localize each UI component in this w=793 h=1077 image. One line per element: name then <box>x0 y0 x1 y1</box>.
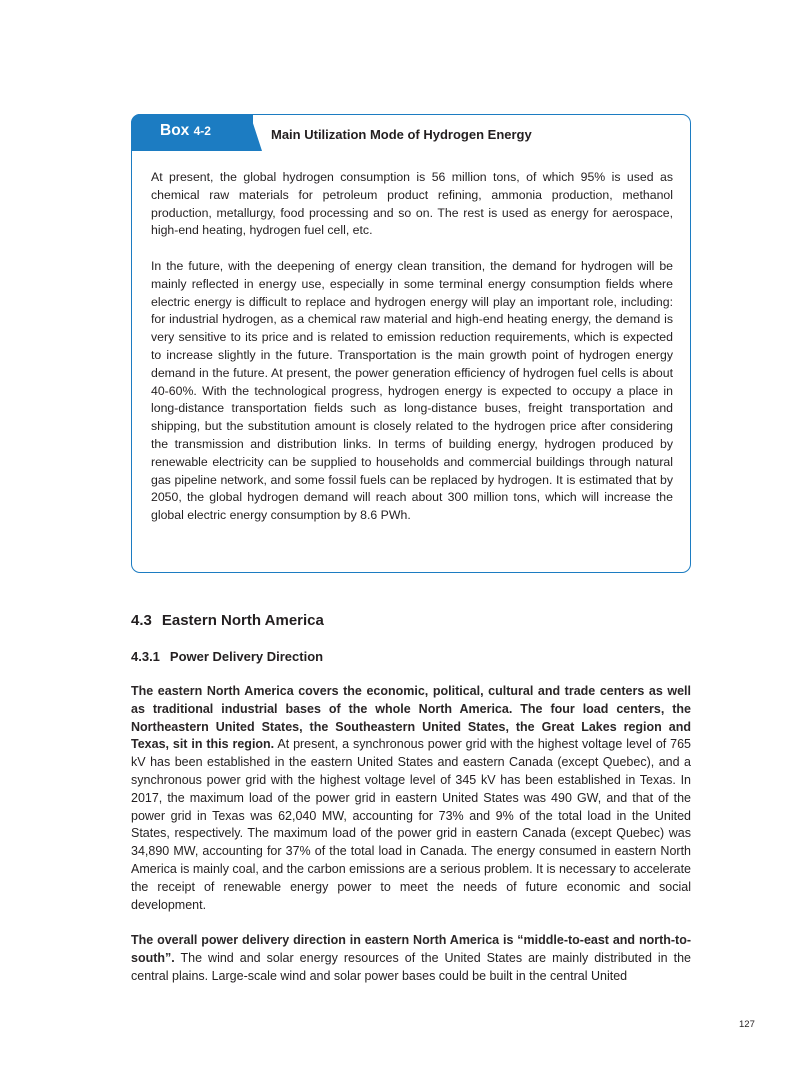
section-heading <box>131 612 324 629</box>
box-label-number: 4-2 <box>193 124 211 138</box>
page-number: 127 <box>739 1019 755 1030</box>
paragraph-lead: The eastern North America covers the economic, political, cultural and trade centers as well as traditional industrial bases of the whole North America. The four load centers, the Northeastern United States, the Southeastern United States, the Great Lakes region and Texas, sit in this region. <box>131 684 691 752</box>
section-number: 4.3 <box>131 612 152 629</box>
main-text <box>131 683 691 1003</box>
box-label-text: Box <box>160 122 194 139</box>
paragraph <box>131 932 691 985</box>
box-label <box>160 122 211 140</box>
box-paragraph: In the future, with the deepening of energy clean transition, the demand for hydrogen will be mainly reflected in energy use, especially in some terminal energy consumption fields where electric energy is difficult to replace and hydrogen energy will play an important role, including: for industrial hydrogen, as a chemical raw material and high-end heating energy, the demand is very sensitive to its price and is related to emission reduction requirements, which is expected to increase slightly in the future. Transportation is the main growth point of hydrogen energy demand in the future. At present, the power generation efficiency of hydrogen fuel cells is about 40-60%. With the technological progress, hydrogen energy is expected to occupy a place in long-distance transportation fields such as long-distance buses, freight transportation and shipping, but the substitution amount is closely related to the hydrogen price after considering the transmission and distribution links. In terms of building energy, hydrogen produced by renewable electricity can be supplied to households and commercial buildings through natural gas pipeline network, and some fossil fuels can be replaced by hydrogen. It is estimated that by 2050, the global hydrogen demand will reach about 300 million tons, which will increase the global electric energy consumption by 8.6 PWh. <box>151 258 673 523</box>
subsection-number: 4.3.1 <box>131 649 160 664</box>
subsection-heading <box>131 649 323 664</box>
paragraph-body: At present, a synchronous power grid with the highest voltage level of 765 kV has been established in the eastern United States and eastern Canada (except Quebec), and a synchronous power grid with the highest voltage level of 345 kV has been established in Texas. In 2017, the maximum load of the power grid in eastern United States was 490 GW, and that of the power grid in Texas was 62,040 MW, accounting for 73% and 9% of the total load in the United States, respectively. The maximum load of the power grid in eastern Canada (except Quebec) was 34,890 MW, accounting for 37% of the total load in Canada. The energy consumed in eastern North America is mainly coal, and the carbon emissions are a serious problem. It is necessary to accelerate the receipt of renewable energy power to meet the needs of future economic and social development. <box>131 737 691 912</box>
paragraph <box>131 683 691 914</box>
paragraph-body: The wind and solar energy resources of the United States are mainly distributed in the central plains. Large-scale wind and solar power bases could be built in the central United <box>131 950 691 983</box>
box-paragraph: At present, the global hydrogen consumption is 56 million tons, of which 95% is used as chemical raw materials for petroleum product refining, ammonia production, methanol production, metallurgy, food processing and so on. The rest is used as energy for aerospace, high-end heating, hydrogen fuel cell, etc. <box>151 170 673 238</box>
section-title: Eastern North America <box>161 612 324 629</box>
subsection-title: Power Delivery Direction <box>169 649 324 664</box>
box-title: Main Utilization Mode of Hydrogen Energy <box>271 127 532 142</box>
box-body <box>151 169 673 543</box>
paragraph-lead: The overall power delivery direction in eastern North America is “middle-to-east and north-to-south”. <box>131 933 691 965</box>
box-4-2 <box>131 114 691 573</box>
